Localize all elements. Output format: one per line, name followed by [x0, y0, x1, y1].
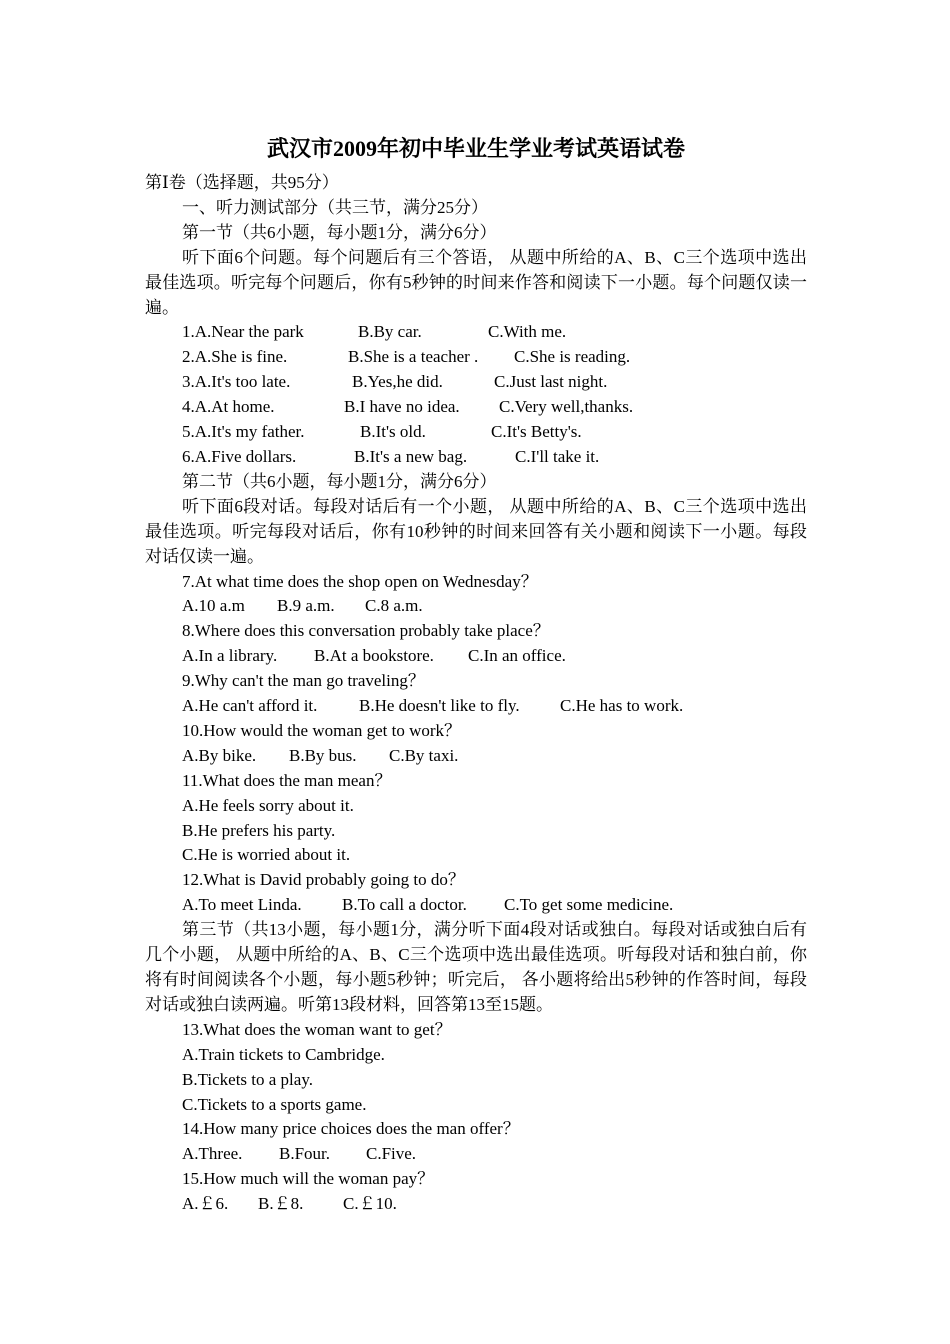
- option-b: B.By bus.: [289, 745, 357, 765]
- option-b: B.At a bookstore.: [314, 646, 434, 666]
- option-c: C.Just last night.: [494, 372, 608, 392]
- question-14: 14.How many price choices does the man offer？: [182, 1119, 520, 1139]
- option-b: B.She is a teacher .: [348, 347, 479, 367]
- question-10-options: [145, 744, 807, 769]
- question-9: 9.Why can't the man go traveling？: [182, 671, 425, 691]
- question-4: [145, 395, 807, 420]
- section3-instructions: 第三节（共13小题，每小题1分，满分听下面4段对话或独白。每段对话或独白后有几个小题， 从题中所给的A、B、C三个选项中选出最佳选项。听每段对话和独白前，你将有时间阅读各个小题，每小题5秒钟；听完后， 各小题将给出5秒钟的作答时间，每段对话或独白读两遍。听第13段材料，回答第13至15题。: [145, 920, 807, 1014]
- option-a: A.In a library.: [182, 646, 278, 666]
- option-a: A.￡6.: [182, 1194, 229, 1214]
- question-7: 7.At what time does the shop open on Wednesday？: [182, 571, 538, 591]
- option-b: B.I have no idea.: [344, 397, 460, 417]
- question-6: [145, 445, 807, 470]
- question-12: 12.What is David probably going to do？: [182, 870, 465, 890]
- option-a: 1.A.Near the park: [182, 322, 304, 342]
- option-c: C.In an office.: [468, 646, 566, 666]
- section1-heading: 第一节（共6小题，每小题1分，满分6分）: [182, 222, 497, 242]
- question-15: 15.How much will the woman pay？: [182, 1169, 435, 1189]
- part1-heading: 第Ⅰ卷（选择题，共95分）: [145, 173, 339, 192]
- option-c: C.Five.: [366, 1144, 417, 1164]
- option-c: C.Very well,thanks.: [499, 397, 634, 417]
- section2-instructions: 听下面6段对话。每段对话后有一个小题， 从题中所给的A、B、C三个选项中选出最佳选项。听完每段对话后，你有10秒钟的时间来回答有关小题和阅读下一小题。每段对话仅读一遍。: [145, 496, 807, 566]
- option-c: C.He is worried about it.: [182, 845, 351, 865]
- option-b: B.Four.: [279, 1144, 331, 1164]
- question-7-options: [145, 594, 807, 619]
- option-a: 4.A.At home.: [182, 397, 275, 417]
- question-15-options: [145, 1192, 807, 1217]
- option-b: B.By car.: [358, 322, 422, 342]
- option-a: A.He can't afford it.: [182, 696, 318, 716]
- option-c: C.8 a.m.: [365, 596, 423, 616]
- option-b: B.It's a new bag.: [354, 446, 468, 466]
- question-5: [145, 420, 807, 445]
- question-9-options: [145, 694, 807, 719]
- section2-heading: 第二节（共6小题，每小题1分，满分6分）: [182, 471, 497, 491]
- option-b: B.He doesn't like to fly.: [359, 696, 520, 716]
- option-c: C.￡10.: [343, 1194, 397, 1214]
- option-a: A.10 a.m: [182, 596, 245, 616]
- option-c: C.By taxi.: [389, 745, 459, 765]
- option-a: A.To meet Linda.: [182, 895, 302, 915]
- option-c: C.She is reading.: [514, 347, 631, 367]
- question-1: [145, 320, 807, 345]
- option-a: A.He feels sorry about it.: [182, 795, 354, 815]
- option-a: 6.A.Five dollars.: [182, 446, 297, 466]
- option-b: B.To call a doctor.: [342, 895, 467, 915]
- option-c: C.I'll take it.: [515, 446, 600, 466]
- option-a: 3.A.It's too late.: [182, 372, 291, 392]
- question-8-options: [145, 644, 807, 669]
- option-a: 2.A.She is fine.: [182, 347, 288, 367]
- option-b: B.￡8.: [258, 1194, 304, 1214]
- option-b: B.Yes,he did.: [352, 372, 443, 392]
- option-c: C.Tickets to a sports game.: [182, 1094, 367, 1114]
- option-a: A.Three.: [182, 1144, 243, 1164]
- section1-instructions: 听下面6个问题。每个问题后有三个答语， 从题中所给的A、B、C三个选项中选出最佳选项。听完每个问题后，你有5秒钟的时间来作答和阅读下一小题。每个问题仅读一遍。: [145, 247, 807, 317]
- question-14-options: [145, 1142, 807, 1167]
- question-3: [145, 370, 807, 395]
- option-c: C.To get some medicine.: [504, 895, 674, 915]
- question-10: 10.How would the woman get to work？: [182, 720, 462, 740]
- option-b: B.9 a.m.: [277, 596, 335, 616]
- option-c: C.It's Betty's.: [491, 422, 582, 442]
- option-b: B.It's old.: [360, 422, 426, 442]
- question-11: 11.What does the man mean？: [182, 770, 392, 790]
- question-8: 8.Where does this conversation probably take place？: [182, 621, 550, 641]
- option-c: C.With me.: [488, 322, 567, 342]
- exam-page: [145, 133, 807, 1217]
- page-title: 武汉市2009年初中毕业生学业考试英语试卷: [266, 136, 685, 161]
- option-a: A.Train tickets to Cambridge.: [182, 1044, 385, 1064]
- option-b: B.Tickets to a play.: [182, 1069, 313, 1089]
- question-13: 13.What does the woman want to get？: [182, 1019, 452, 1039]
- listening-heading: 一、听力测试部分（共三节，满分25分）: [182, 197, 488, 217]
- question-2: [145, 345, 807, 370]
- option-a: 5.A.It's my father.: [182, 422, 305, 442]
- option-c: C.He has to work.: [560, 696, 684, 716]
- option-b: B.He prefers his party.: [182, 820, 336, 840]
- option-a: A.By bike.: [182, 745, 257, 765]
- question-12-options: [145, 893, 807, 918]
